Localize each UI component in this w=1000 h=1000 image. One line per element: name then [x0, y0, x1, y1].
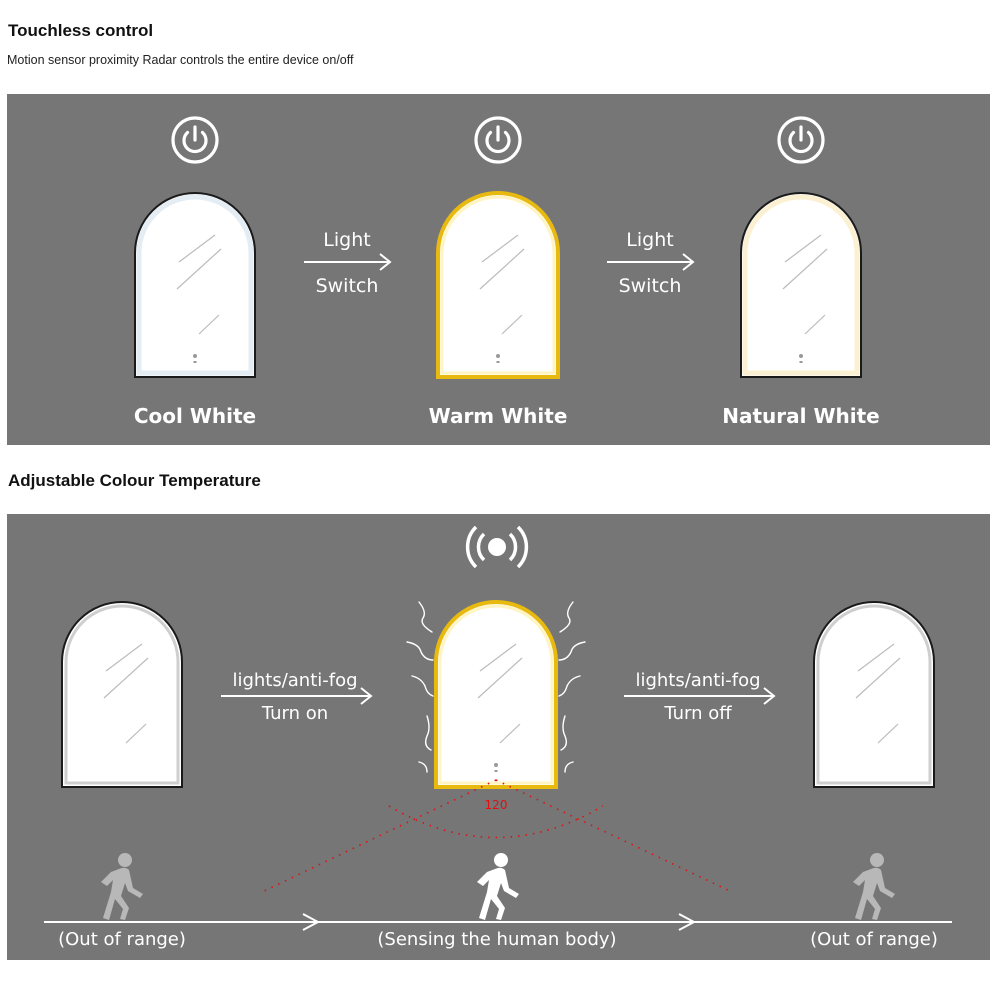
- walking-person-icon-center: [477, 853, 519, 920]
- touchless-panel: [7, 94, 990, 445]
- label-natural-white: Natural White: [722, 404, 880, 428]
- svg-text:lights/anti-fog: lights/anti-fog: [635, 670, 761, 691]
- svg-text:Switch: Switch: [618, 275, 682, 297]
- turn-off-arrow: [624, 670, 774, 724]
- label-out-of-range-left: (Out of range): [58, 929, 186, 950]
- walking-person-icon-left: [101, 853, 143, 920]
- svg-text:Light: Light: [626, 229, 674, 251]
- turn-on-arrow: [221, 670, 371, 724]
- label-warm-white: Warm White: [428, 404, 568, 428]
- mirror-warm-white: [438, 118, 558, 377]
- light-switch-arrow-2: [607, 229, 693, 297]
- section-title-colour-temperature: Adjustable Colour Temperature: [8, 471, 261, 490]
- power-icon: [173, 118, 217, 162]
- svg-text:Turn off: Turn off: [664, 703, 732, 724]
- label-cool-white: Cool White: [133, 404, 257, 428]
- mirror-off-left: [62, 602, 182, 787]
- svg-text:Turn on: Turn on: [261, 703, 329, 724]
- motion-sensor-panel: [7, 514, 990, 960]
- svg-text:lights/anti-fog: lights/anti-fog: [232, 670, 358, 691]
- light-switch-arrow-1: [304, 229, 390, 297]
- mirror-on-center: [436, 602, 556, 787]
- power-icon: [476, 118, 520, 162]
- label-out-of-range-right: (Out of range): [810, 929, 938, 950]
- section-subtitle: Motion sensor proximity Radar controls the entire device on/off: [7, 53, 354, 67]
- svg-text:Light: Light: [323, 229, 371, 251]
- svg-text:Switch: Switch: [315, 275, 379, 297]
- mirror-natural-white: [741, 118, 861, 377]
- mirror-cool-white: [135, 118, 255, 377]
- mirror-off-right: [814, 602, 934, 787]
- walking-person-icon-right: [853, 853, 895, 920]
- detection-angle-label: 120: [484, 798, 508, 812]
- label-sensing: (Sensing the human body): [377, 929, 617, 950]
- power-icon: [779, 118, 823, 162]
- section-title-touchless: Touchless control: [8, 21, 154, 40]
- radar-sensor-icon: [468, 527, 527, 567]
